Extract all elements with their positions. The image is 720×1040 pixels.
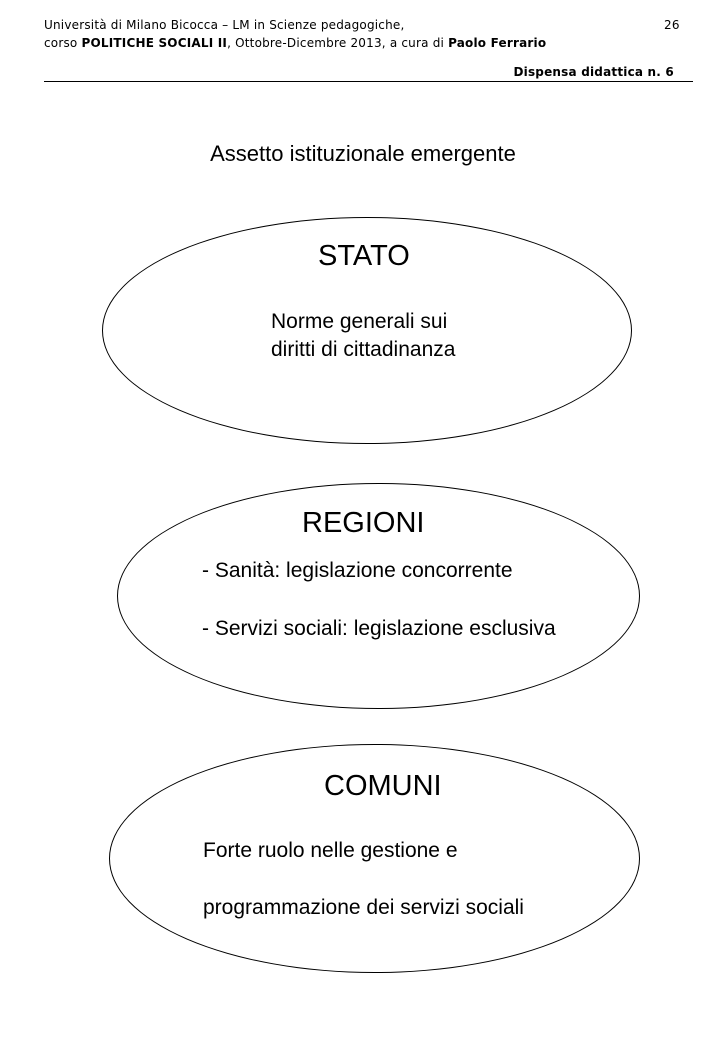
- stato-text-line: diritti di cittadinanza: [271, 338, 456, 361]
- comuni-title: COMUNI: [324, 770, 442, 802]
- handout-label: Dispensa didattica n. 6: [513, 65, 674, 79]
- comuni-text-line: programmazione dei servizi sociali: [203, 896, 524, 919]
- header-course-prefix: corso: [44, 36, 82, 50]
- regioni-text-line: - Servizi sociali: legislazione esclusiva: [202, 617, 556, 640]
- header-course-line: [44, 37, 546, 49]
- stato-text-line: Norme generali sui: [271, 310, 448, 333]
- stato-title: STATO: [318, 240, 410, 272]
- header-divider: [44, 81, 693, 82]
- diagram-title: Assetto istituzionale emergente: [210, 141, 516, 166]
- header-course-name: POLITICHE SOCIALI II: [81, 36, 228, 50]
- header-institution-line: Università di Milano Bicocca – LM in Scienze pedagogiche,: [44, 18, 405, 32]
- comuni-text-line: Forte ruolo nelle gestione e: [203, 839, 458, 862]
- header-author: Paolo Ferrario: [448, 36, 547, 50]
- header-course-dates: , Ottobre-Dicembre 2013, a cura di: [227, 36, 449, 50]
- regioni-title: REGIONI: [302, 507, 425, 539]
- regioni-text-line: - Sanità: legislazione concorrente: [202, 559, 513, 582]
- page-number: 26: [664, 18, 680, 32]
